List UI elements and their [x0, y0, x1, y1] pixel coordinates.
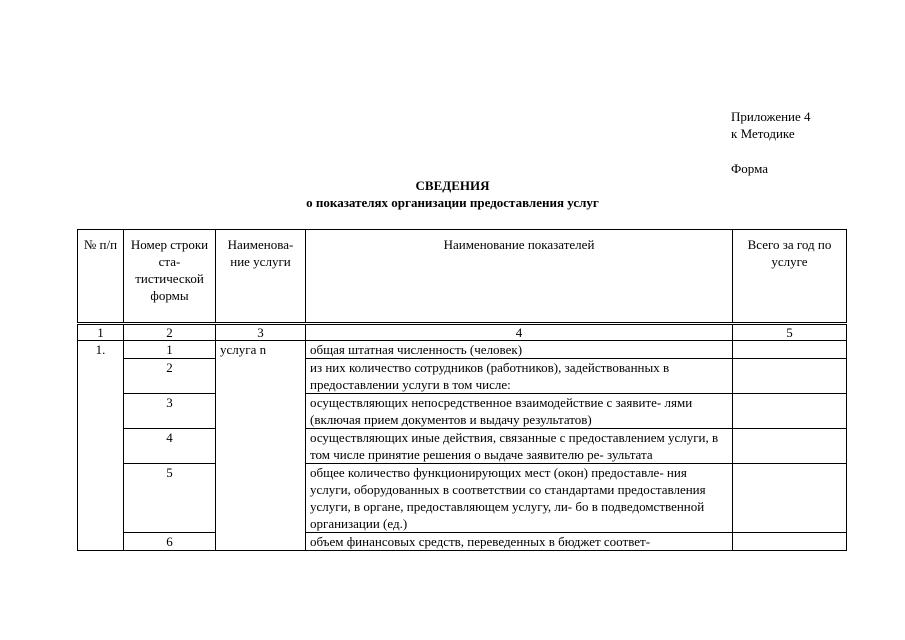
column-number: 1 [78, 324, 124, 341]
form-line-number: 1 [124, 341, 216, 359]
form-line-number: 2 [124, 359, 216, 394]
table-row [78, 429, 847, 464]
indicators-table [77, 229, 847, 551]
table-row [78, 394, 847, 429]
table-row [78, 533, 847, 551]
column-number: 4 [306, 324, 733, 341]
appendix-to-methodology: к Методике [731, 126, 795, 141]
table-header-row [78, 230, 847, 324]
total-cell [733, 359, 847, 394]
form-line-number: 4 [124, 429, 216, 464]
header-number: № п/п [78, 230, 124, 324]
appendix-number: Приложение 4 [731, 109, 811, 124]
indicator-cell: общее количество функционирующих мест (окон) предоставле- ния услуги, оборудованных в соответствии со стандартами предоставления услуги, в органе, предоставляющем услугу, ли- бо в подведомственной организации (ед.) [306, 464, 733, 533]
service-name-cell: услуга n [216, 341, 306, 551]
indicators-table-wrapper [77, 229, 847, 551]
table-row [78, 359, 847, 394]
header-form-line: Номер строки ста- тистической формы [124, 230, 216, 324]
column-numbers-row [78, 324, 847, 341]
header-indicator-name: Наименование показателей [306, 230, 733, 324]
form-label: Форма [731, 161, 768, 176]
form-line-number: 3 [124, 394, 216, 429]
indicator-cell: из них количество сотрудников (работников), задействованных в предоставлении услуги в том числе: [306, 359, 733, 394]
row-group-number: 1. [78, 341, 124, 551]
indicator-cell: осуществляющих иные действия, связанные с предоставлением услуги, в том числе принятие решения о выдаче заявителю ре- зультата [306, 429, 733, 464]
document-subtitle: о показателях организации предоставления услуг [306, 195, 599, 210]
total-cell [733, 464, 847, 533]
document-title: СВЕДЕНИЯ [415, 178, 490, 193]
total-cell [733, 429, 847, 464]
appendix-reference [731, 108, 811, 142]
total-cell [733, 341, 847, 359]
table-row [78, 464, 847, 533]
column-number: 3 [216, 324, 306, 341]
indicator-cell: объем финансовых средств, переведенных в бюджет соответ- [306, 533, 733, 551]
form-line-number: 6 [124, 533, 216, 551]
total-cell [733, 394, 847, 429]
indicator-cell: общая штатная численность (человек) [306, 341, 733, 359]
column-number: 5 [733, 324, 847, 341]
indicator-cell: осуществляющих непосредственное взаимодействие с заявите- лями (включая прием документов и выдачу результатов) [306, 394, 733, 429]
table-row [78, 341, 847, 359]
form-line-number: 5 [124, 464, 216, 533]
header-total: Всего за год по услуге [733, 230, 847, 324]
total-cell [733, 533, 847, 551]
header-service-name: Наименова- ние услуги [216, 230, 306, 324]
column-number: 2 [124, 324, 216, 341]
